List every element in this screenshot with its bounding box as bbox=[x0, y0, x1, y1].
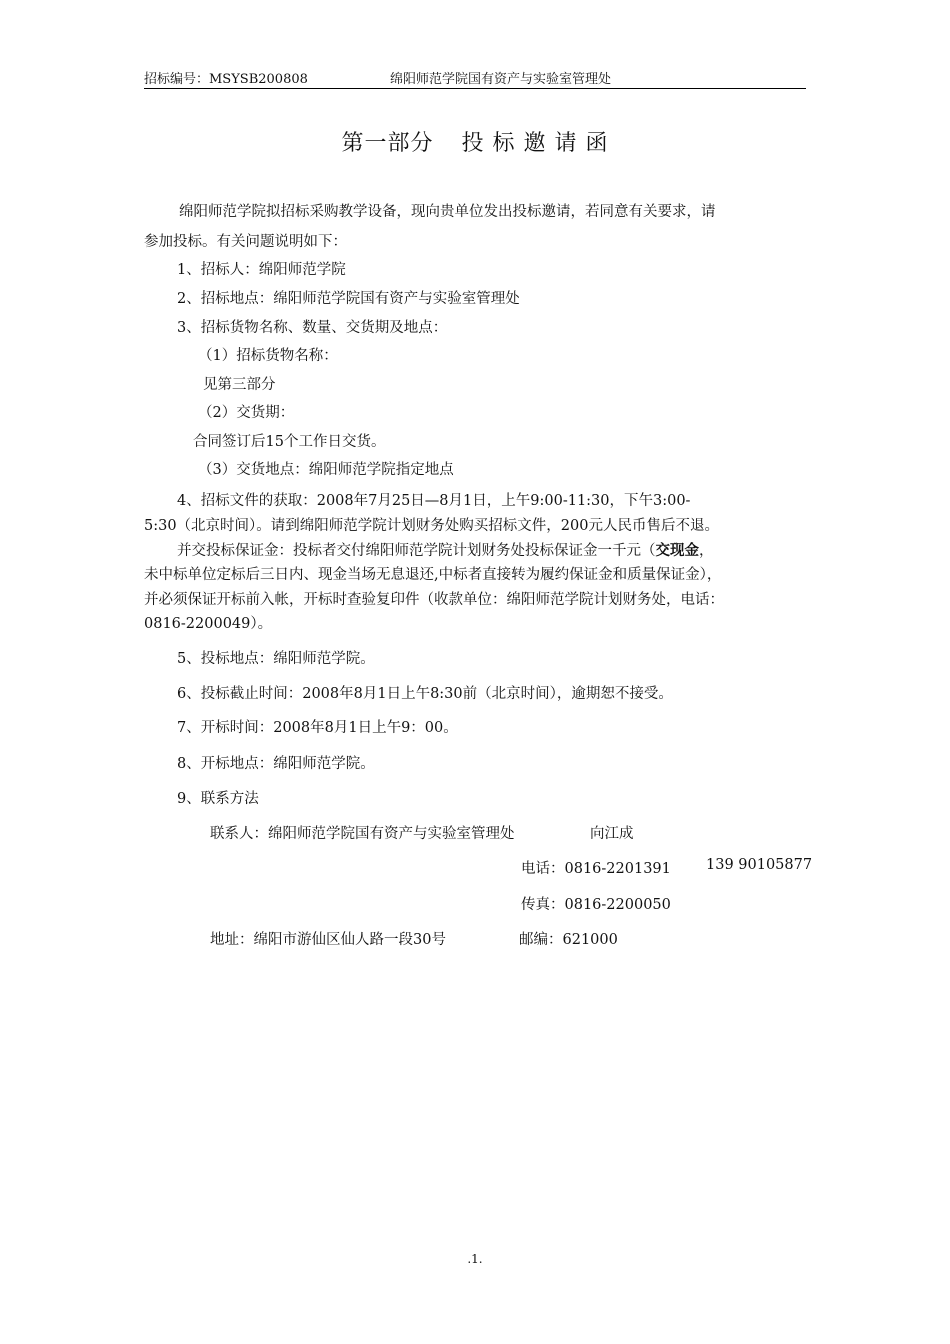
contact-fax: 传真：0816-2200050 bbox=[521, 897, 671, 913]
tender-code: 招标编号：MSYSB200808 bbox=[144, 72, 308, 87]
item-1: 1、招标人：绵阳师范学院 bbox=[177, 262, 346, 278]
contact-person: 联系人：绵阳师范学院国有资产与实验室管理处 bbox=[210, 826, 515, 842]
contact-mobile: 139 90105877 bbox=[706, 857, 813, 873]
item-3-1-value: 见第三部分 bbox=[203, 377, 276, 393]
item-3-3: （3）交货地点：绵阳师范学院指定地点 bbox=[198, 462, 454, 478]
item-6: 6、投标截止时间：2008年8月1日上午8:30前（北京时间），逾期恕不接受。 bbox=[177, 686, 673, 702]
page-number: .1. bbox=[467, 1252, 483, 1266]
title-name: 投 标 邀 请 函 bbox=[461, 131, 609, 156]
deposit-line-3: 并必须保证开标前入帐，开标时查验复印件（收款单位：绵阳师范学院计划财务处，电话： bbox=[144, 592, 724, 608]
page-header bbox=[144, 66, 806, 89]
intro-line-1: 绵阳师范学院拟招标采购教学设备，现向贵单位发出投标邀请，若同意有关要求，请 bbox=[179, 204, 716, 220]
item-7: 7、开标时间：2008年8月1日上午9：00。 bbox=[177, 720, 458, 736]
deposit-line-1 bbox=[177, 539, 714, 560]
item-9: 9、联系方法 bbox=[177, 791, 259, 807]
item-2: 2、招标地点：绵阳师范学院国有资产与实验室管理处 bbox=[177, 291, 520, 307]
intro-line-2: 参加投标。有关问题说明如下： bbox=[144, 234, 347, 250]
item-3-2-value: 合同签订后15个工作日交货。 bbox=[193, 434, 386, 450]
item-8: 8、开标地点：绵阳师范学院。 bbox=[177, 756, 375, 772]
deposit-text-a: 并交投标保证金：投标者交付绵阳师范学院计划财务处投标保证金一千元（ bbox=[177, 543, 656, 559]
contact-phone: 电话：0816-2201391 bbox=[521, 861, 671, 877]
item-3-2: （2）交货期： bbox=[198, 405, 295, 421]
page-title bbox=[0, 126, 950, 157]
header-org: 绵阳师范学院国有资产与实验室管理处 bbox=[390, 72, 612, 87]
contact-address: 地址：绵阳市游仙区仙人路一段30号 bbox=[210, 932, 446, 948]
contact-name: 向江成 bbox=[590, 826, 634, 842]
item-3: 3、招标货物名称、数量、交货期及地点： bbox=[177, 320, 448, 336]
item-5: 5、投标地点：绵阳师范学院。 bbox=[177, 651, 375, 667]
contact-postcode: 邮编：621000 bbox=[519, 932, 618, 948]
deposit-text-c: ， bbox=[699, 543, 714, 559]
item-4-line-1: 4、招标文件的获取：2008年7月25日—8月1日，上午9:00-11:30，下午3:00- bbox=[177, 493, 691, 509]
item-3-1: （1）招标货物名称： bbox=[198, 348, 338, 364]
deposit-line-4: 0816-2200049）。 bbox=[144, 616, 273, 632]
item-4-line-2: 5:30（北京时间）。请到绵阳师范学院计划财务处购买招标文件，200元人民币售后不退。 bbox=[144, 518, 719, 534]
deposit-line-2: 未中标单位定标后三日内、现金当场无息退还,中标者直接转为履约保证金和质量保证金）， bbox=[144, 567, 722, 583]
deposit-cash-emphasis: 交现金 bbox=[655, 542, 699, 559]
title-part: 第一部分 bbox=[341, 131, 434, 156]
